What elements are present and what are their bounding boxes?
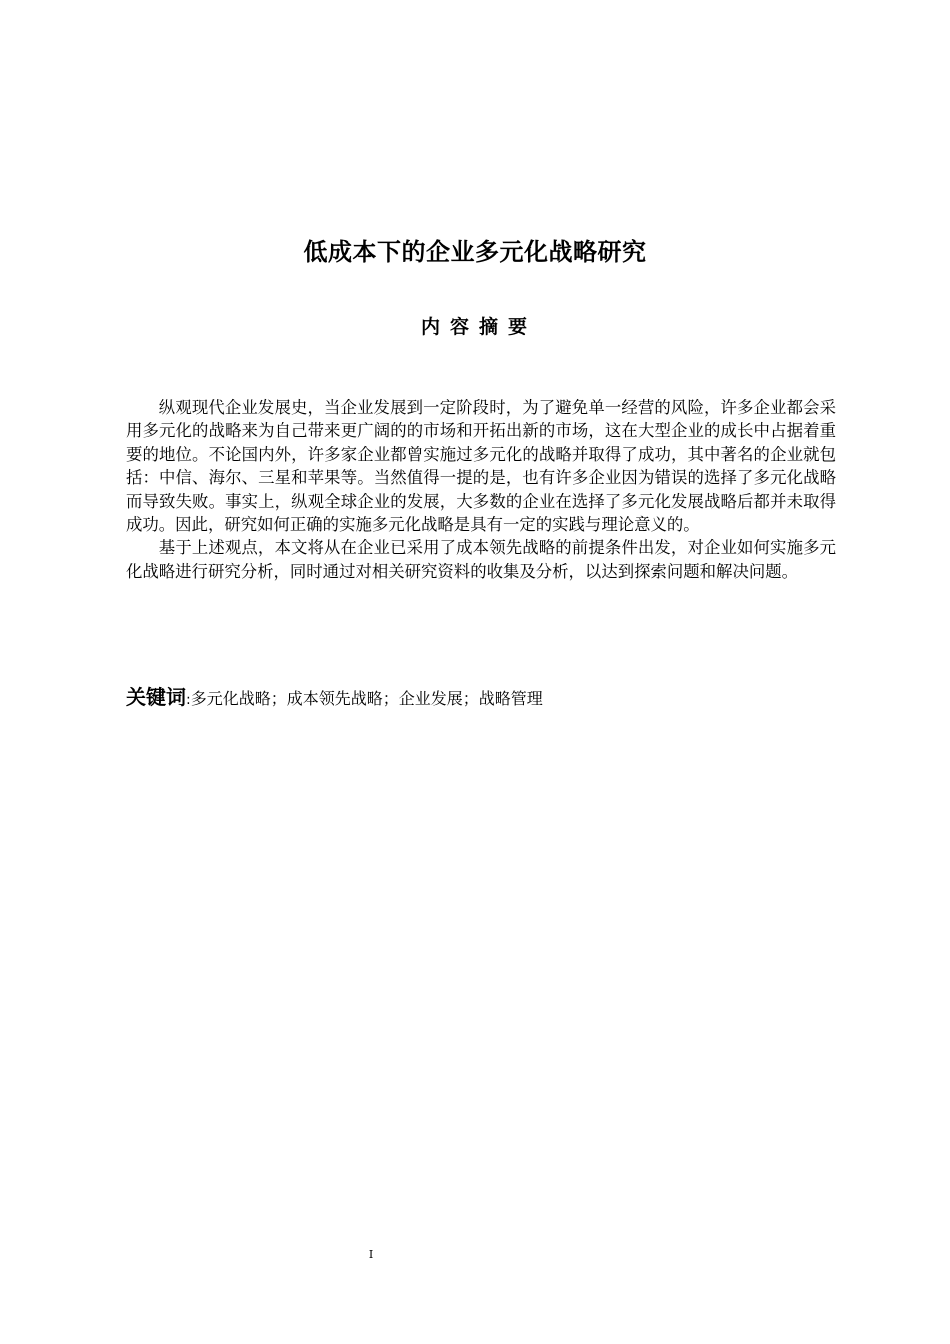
abstract-paragraph: 基于上述观点，本文将从在企业已采用了成本领先战略的前提条件出发，对企业如何实施多元化战略进行研究分析，同时通过对相关研究资料的收集及分析，以达到探索问题和解决问题。 (126, 538, 836, 581)
keywords-colon: : (186, 692, 191, 708)
keywords-list: 多元化战略；成本领先战略；企业发展；战略管理 (190, 689, 543, 708)
document-title: 低成本下的企业多元化战略研究 (303, 238, 647, 266)
keywords-line (126, 683, 836, 714)
page-number: I (368, 1248, 374, 1261)
abstract-paragraph: 纵观现代企业发展史，当企业发展到一定阶段时，为了避免单一经营的风险，许多企业都会采用多元化的战略来为自己带来更广阔的的市场和开拓出新的市场，这在大型企业的成长中占据着重要的地位。不论国内外，许多家企业都曾实施过多元化的战略并取得了成功，其中著名的企业就包括：中信、海尔、三星和苹果等。当然值得一提的是，也有许多企业因为错误的选择了多元化战略而导致失败。事实上，纵观全球企业的发展，大多数的企业在选择了多元化发展战略后都并未取得成功。因此，研究如何正确的实施多元化战略是具有一定的实践与理论意义的。 (126, 398, 836, 535)
abstract-heading: 内容摘要 (420, 316, 537, 338)
abstract-body (126, 396, 836, 583)
keywords-label: 关键词 (126, 685, 186, 709)
